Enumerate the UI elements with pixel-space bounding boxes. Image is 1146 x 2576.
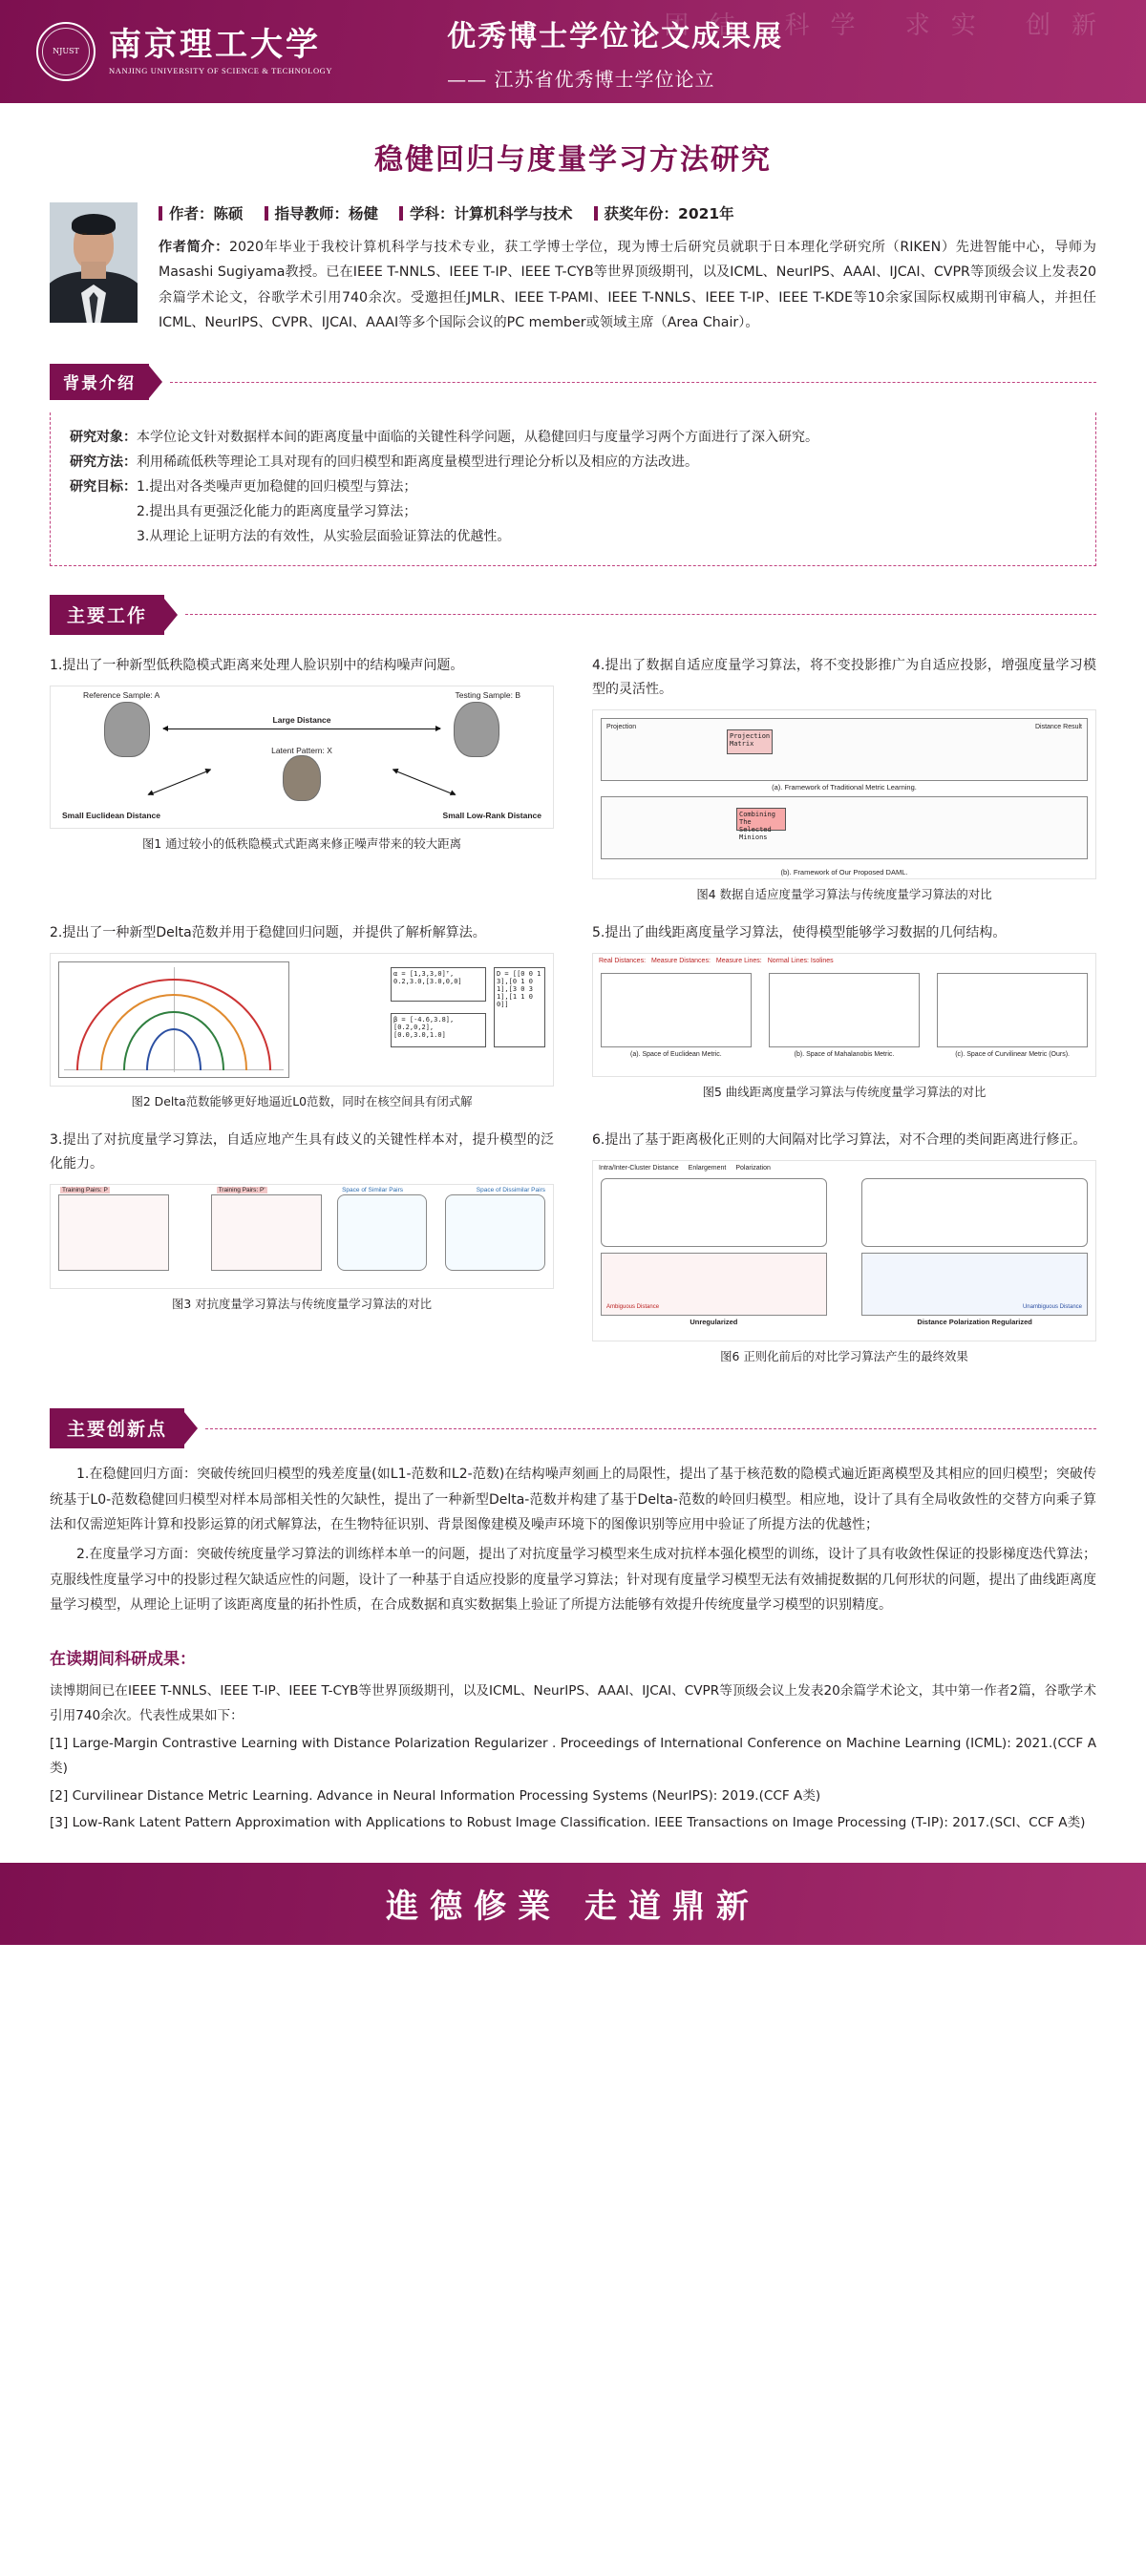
figure-5 [592, 953, 1096, 1077]
figure-4-label-proj: Projection [606, 723, 637, 730]
figure-4-selected-minions: Combining The Selected Minions [736, 808, 786, 831]
author-bio-text: 2020年毕业于我校计算机科学与技术专业，获工学博士学位，现为博士后研究员就职于日本理化学研究所（RIKEN）先进智能中心，导师为Masashi Sugiyama教授。已在IEEE T-NNLS、IEEE T-IP、IEEE T-CYB等世界顶级期刊，以及ICML、NeurIPS、AAAI、IJCAI、CVPR等顶级会议上发表20余篇学术论文，谷歌学术引用740余次。受邀担任JMLR、IEEE T-PAMI、IEEE T-NNLS、IEEE T-IP、IEEE T-KDE等10余家国际权威期刊审稿人，并担任ICML、NeurIPS、CVPR、IJCAI、AAAI等多个国际会议的PC member或领域主席（Area Chair）。 [159, 240, 1096, 330]
figure-3-label-similar-space: Space of Similar Pairs [342, 1187, 404, 1194]
background-row-object [70, 426, 1076, 451]
work-item-3-text: 3.提出了对抗度量学习算法，自适应地产生具有歧义的关键性样本对，提升模型的泛化能力。 [50, 1132, 554, 1172]
background-goal-3: 3.从理论上证明方法的有效性，从实验层面验证算法的优越性。 [137, 528, 511, 544]
section-tag-arrow-icon [149, 366, 162, 398]
background-row-method [70, 451, 1076, 475]
meta-award-year-label: 获奖年份：2021年 [604, 205, 734, 222]
figure-6-xlabel-right: Unambiguous Distance [1022, 1304, 1082, 1311]
author-block [0, 202, 1146, 335]
figure-1-label-test: Testing Sample: B [455, 689, 520, 700]
figure-5-label-c: (c). Space of Curvilinear Metric (Ours). [955, 1051, 1070, 1059]
meta-author-label: 作者：陈硕 [169, 205, 244, 222]
poster-footer [0, 1863, 1146, 1945]
work-item-6-text: 6.提出了基于距离极化正则的大间隔对比学习算法，对不合理的类间距离进行修正。 [592, 1132, 1087, 1149]
section-achievements-body [50, 1679, 1096, 1836]
author-meta-line [159, 202, 1096, 223]
background-row-goal [70, 475, 1076, 550]
section-background-header [50, 364, 1096, 400]
figure-1-label-large: Large Distance [272, 714, 331, 725]
innovation-paragraph-2: 2.在度量学习方面：突破传统度量学习算法的训练样本单一的问题，提出了对抗度量学习模型来生成对抗样本强化模型的训练，设计了具有收敛性保证的投影梯度迭代算法；克服线性度量学习中的投影过程欠缺适应性的问题，设计了一种基于自适应投影的度量学习算法；针对现有度量学习模型无法有效捕捉数据的几何形状的问题，提出了曲线距离度量学习模型，从理论上证明了该距离度量的拓扑性质，在合成数据和真实数据集上验证了所提方法能够有效提升传统度量学习模型的识别精度。 [50, 1547, 1096, 1614]
section-tag-arrow-icon [164, 599, 178, 631]
section-main-work-header [50, 595, 1096, 635]
author-bio [159, 235, 1096, 335]
innovation-paragraph-1: 1.在稳健回归方面：突破传统回归模型的残差度量(如L1-范数和L2-范数)在结构噪声刻画上的局限性，提出了基于核范数的隐模式遍近距离模型及其相应的回归模型；突破传统基于L0-范数稳健回归模型对样本局部相关性的欠缺性，提出了一种新型Delta-范数并构建了基于Delta-范数的岭回归模型。相应地，设计了具有全局收敛性的交替方向乘子算法和仅需逆矩阵计算和投影运算的闭式解算法，在生物特征识别、背景图像建模及噪声环境下的图像识别等应用中验证了所提方法的优越性； [50, 1467, 1096, 1533]
background-row-object-value: 本学位论文针对数据样本间的距离度量中面临的关键性科学问题，从稳健回归与度量学习两个方面进行了深入研究。 [137, 430, 818, 446]
main-work-grid [0, 648, 1146, 1381]
figure-1-caption: 图1 通过较小的低秩隐模式式距离来修正噪声带来的较大距离 [142, 835, 461, 851]
meta-discipline-label: 学科：计算机科学与技术 [410, 205, 573, 222]
figure-3-label-pairs-p2: Training Pairs: P' [218, 1187, 265, 1194]
work-item-6 [592, 1129, 1096, 1364]
work-item-2-text: 2.提出了一种新型Delta范数并用于稳健回归问题，并提供了解析解算法。 [50, 924, 486, 940]
university-name-en: NANJING UNIVERSITY OF SCIENCE & TECHNOLOGY [109, 66, 333, 76]
figure-6-legend-2: Enlargement [688, 1165, 727, 1172]
university-logo [0, 22, 332, 81]
avatar [50, 202, 138, 323]
face-testing-icon [454, 702, 499, 757]
figure-1-label-ref: Reference Sample: A [83, 689, 160, 700]
figure-4-label-b: (b). Framework of Our Proposed DAML. [780, 867, 908, 876]
figure-2-equation-beta: β = [-4.6,3.8],[0.2,0,2],[0.0,3.0,1.0] [391, 1013, 486, 1047]
section-innovation [0, 1408, 1146, 1618]
figure-1 [50, 686, 554, 829]
figure-2-caption: 图2 Delta范数能够更好地逼近L0范数，同时在核空间具有闭式解 [131, 1094, 473, 1109]
bullet-bar-icon [265, 206, 268, 221]
university-name-cn: 南京理工大学 [109, 25, 321, 64]
achievement-item-1: [1] Large-Margin Contrastive Learning with Distance Polarization Regularizer . Proceedings of International Conference on Machine Learning (ICML): 2021.(CCF A类) [50, 1735, 1096, 1777]
figure-1-arrow-large [163, 728, 440, 729]
section-main-work [0, 595, 1146, 635]
header-title-main: 优秀博士学位论文成果展 [447, 19, 784, 53]
section-divider [185, 614, 1096, 615]
background-goal-1: 1.提出对各类噪声更加稳健的回归模型与算法； [137, 478, 417, 495]
achievements-intro: 读博期间已在IEEE T-NNLS、IEEE T-IP、IEEE T-CYB等世界顶级期刊，以及ICML、NeurIPS、AAAI、IJCAI、CVPR等顶级会议上发表20余篇学术论文，其中第一作者2篇，谷歌学术引用740余次。代表性成果如下： [50, 1682, 1096, 1724]
figure-6-legend-1: Intra/Inter-Cluster Distance [599, 1165, 679, 1172]
face-latent-icon [283, 755, 321, 801]
section-achievements [0, 1645, 1146, 1836]
figure-3-caption: 图3 对抗度量学习算法与传统度量学习算法的对比 [171, 1297, 433, 1312]
figure-6-legend-3: Polarization [735, 1165, 771, 1172]
footer-motto: 進德修業 走道鼎新 [386, 1888, 760, 1927]
figure-4-label-a: (a). Framework of Traditional Metric Learning. [772, 782, 917, 792]
section-main-work-title: 主要工作 [50, 595, 164, 635]
section-tag-arrow-icon [184, 1412, 198, 1445]
achievement-item-3: [3] Low-Rank Latent Pattern Approximation with Applications to Robust Image Classification. IEEE Transactions on Image Processing (T-IP): 2017.(SCI、CCF A类) [50, 1815, 1086, 1831]
section-background-title: 背景介绍 [50, 364, 149, 400]
figure-5-legend-3: Measure Lines: [715, 958, 762, 965]
work-item-1 [50, 654, 554, 902]
figure-2-equation-alpha: α = [1,3,3,0]ᵀ, 0.2,3.0,[3.0,0,0] [391, 967, 486, 1002]
section-background-body [50, 412, 1096, 565]
university-seal-icon [36, 22, 96, 81]
author-bio-label: 作者简介： [159, 240, 229, 255]
work-item-4-text: 4.提出了数据自适应度量学习算法，将不变投影推广为自适应投影，增强度量学习模型的灵活性。 [592, 657, 1096, 697]
figure-4-label-dm: Distance Result [1034, 723, 1082, 730]
header-title-block [447, 12, 783, 92]
figure-6-label-left: Unregularized [690, 1318, 738, 1327]
section-divider [170, 382, 1096, 383]
figure-4-caption: 图4 数据自适应度量学习算法与传统度量学习算法的对比 [696, 886, 992, 901]
seal-inner-label: NJUST [42, 28, 90, 75]
figure-5-label-a: (a). Space of Euclidean Metric. [630, 1051, 722, 1059]
section-divider [205, 1428, 1096, 1429]
figure-1-label-latent: Latent Pattern: X [271, 745, 332, 755]
figure-1-label-small-euclid: Small Euclidean Distance [62, 810, 160, 820]
meta-award-year [594, 202, 734, 223]
figure-5-legend-1: Real Distances: [599, 958, 647, 965]
bullet-bar-icon [159, 206, 162, 221]
background-goal-2: 2.提出具有更强泛化能力的距离度量学习算法； [137, 503, 417, 519]
figure-4 [592, 709, 1096, 879]
meta-author [159, 202, 244, 223]
work-item-3 [50, 1129, 554, 1364]
poster-header [0, 0, 1146, 103]
face-reference-icon [104, 702, 150, 757]
section-achievements-title: 在读期间科研成果： [50, 1649, 196, 1669]
meta-discipline [399, 202, 573, 223]
figure-6-caption: 图6 正则化前后的对比学习算法产生的最终效果 [720, 1349, 968, 1364]
background-goal-list [137, 475, 1076, 550]
figure-5-legend-2: Measure Distances: [651, 958, 711, 965]
figure-3-label-dissimilar-space: Space of Dissimilar Pairs [476, 1187, 545, 1194]
figure-5-label-b: (b). Space of Mahalanobis Metric. [794, 1051, 895, 1059]
work-item-4 [592, 654, 1096, 902]
header-watermark: 团结 科学 求实 创新 [664, 11, 1117, 40]
background-row-method-label: 研究方法： [70, 454, 137, 470]
bullet-bar-icon [399, 206, 403, 221]
meta-advisor-label: 指导教师：杨健 [274, 205, 379, 222]
work-item-1-text: 1.提出了一种新型低秩隐模式距离来处理人脸识别中的结构噪声问题。 [50, 657, 464, 673]
section-innovation-body [50, 1462, 1096, 1618]
university-name-block [109, 25, 333, 76]
section-background [0, 364, 1146, 565]
figure-5-legend-4: Normal Lines: Isolines [767, 958, 834, 965]
background-row-object-label: 研究对象： [70, 430, 137, 446]
figure-3-label-pairs-p: Training Pairs: P [62, 1187, 108, 1194]
author-info [159, 202, 1096, 335]
bullet-bar-icon [594, 206, 598, 221]
figure-6-xlabel-left: Ambiguous Distance [606, 1304, 660, 1311]
figure-6 [592, 1160, 1096, 1341]
figure-5-caption: 图5 曲线距离度量学习算法与传统度量学习算法的对比 [702, 1085, 987, 1100]
figure-1-label-small-lowrank: Small Low-Rank Distance [442, 810, 541, 820]
background-row-goal-label: 研究目标： [70, 478, 137, 495]
section-innovation-header [50, 1408, 1096, 1448]
figure-4-projection-matrix: Projection Matrix [727, 729, 773, 754]
figure-2 [50, 953, 554, 1087]
header-title-sub: —— 江苏省优秀博士学位论立 [447, 67, 715, 91]
figure-1-arrow-lowrank [393, 770, 455, 795]
work-item-2 [50, 921, 554, 1109]
background-row-method-value: 利用稀疏低秩等理论工具对现有的回归模型和距离度量模型进行理论分析以及相应的方法改进。 [137, 454, 698, 470]
meta-advisor [265, 202, 379, 223]
work-item-5-text: 5.提出了曲线距离度量学习算法，使得模型能够学习数据的几何结构。 [592, 924, 1007, 940]
work-item-5 [592, 921, 1096, 1109]
figure-3 [50, 1184, 554, 1289]
figure-1-arrow-euclid [148, 770, 210, 795]
section-innovation-title: 主要创新点 [50, 1408, 184, 1448]
achievement-item-2: [2] Curvilinear Distance Metric Learning. Advance in Neural Information Processing Systems (NeurIPS): 2019.(CCF A类) [50, 1787, 821, 1804]
page-title: 稳健回归与度量学习方法研究 [374, 143, 772, 177]
figure-6-label-right: Distance Polarization Regularized [917, 1318, 1032, 1327]
figure-2-matrix-D: D = [[0 0 1 3],[0 1 0 1],[3 0 3 1],[1 1 0 0]] [494, 967, 545, 1047]
